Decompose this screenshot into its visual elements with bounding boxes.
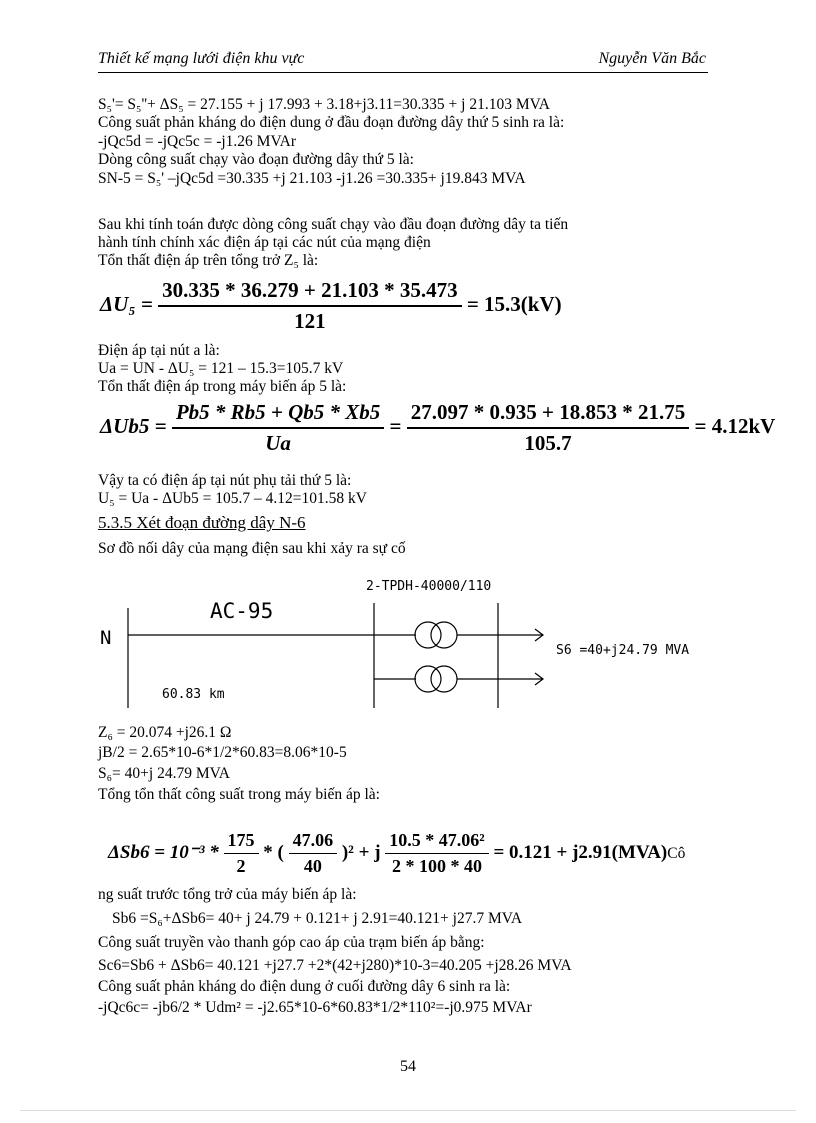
text-line: Sc6=Sb6 + ΔSb6= 40.121 +j27.7 +2*(42+j280)*10-3=40.205 +j28.26 MVA — [98, 957, 572, 974]
length-label: 60.83 km — [162, 687, 225, 702]
fraction-denominator: 40 — [303, 856, 322, 876]
header-author: Nguyễn Văn Bắc — [598, 50, 706, 67]
text-line: Sau khi tính toán được dòng công suất chạy vào đầu đoạn đường dây ta tiến — [98, 216, 569, 233]
text-line: jB/2 = 2.65*10-6*1/2*60.83=8.06*10-5 — [98, 744, 347, 761]
fraction-numerator: 27.097 * 0.935 + 18.853 * 21.75 — [407, 400, 689, 429]
text-line: Tổng tổn thất công suất trong máy biến áp là: — [98, 786, 380, 803]
fraction-numerator: 47.06 — [289, 830, 338, 854]
formula-result: = 4.12kV — [694, 413, 776, 438]
text-line: Công suất phản kháng do điện dung ở đầu đoạn đường dây thứ 5 sinh ra là: — [98, 114, 565, 131]
transformer-label: 2-TPDH-40000/110 — [366, 579, 492, 594]
fraction-denominator: Ua — [265, 431, 291, 455]
formula-fraction — [385, 830, 488, 877]
fraction-denominator: 2 — [236, 856, 246, 876]
node-label: N — [100, 627, 112, 649]
formula-fraction — [158, 278, 461, 334]
text-line: Sơ đồ nối dây của mạng điện sau khi xảy ra sự cố — [98, 540, 406, 557]
text-line: Sb6 =S₆+ΔSb6= 40+ j 24.79 + 0.121+ j 2.91=40.121+ j27.7 MVA — [112, 910, 523, 927]
formula-part: * ( — [263, 841, 284, 863]
formula-fraction — [224, 830, 259, 877]
load-label: S6 =40+j24.79 MVA — [556, 643, 690, 658]
formula-transformer-power-loss — [108, 830, 685, 877]
transformer-winding-icon — [431, 666, 457, 692]
formula-equals: = — [389, 413, 402, 438]
transformer-winding-icon — [431, 622, 457, 648]
fraction-numerator: 10.5 * 47.06² — [385, 830, 488, 854]
formula-result: = 15.3(kV) — [466, 291, 562, 316]
text-line: Ua = UN - ΔU₅ = 121 – 15.3=105.7 kV — [98, 360, 344, 377]
text-line: U₅ = Ua - ΔUb5 = 105.7 – 4.12=101.58 kV — [98, 490, 367, 507]
fraction-numerator: 175 — [224, 830, 259, 854]
text-line: ng suất trước tổng trở của máy biến áp là: — [98, 886, 357, 903]
page-header — [98, 50, 708, 73]
formula-result: = 0.121 + j2.91(MVA) — [493, 841, 668, 863]
text-line: -jQc6c= -jb6/2 * Udm² = -j2.65*10-6*60.83*1/2*110²=-j0.975 MVAr — [98, 999, 532, 1016]
formula-lhs: ΔUb5 = — [100, 413, 167, 438]
text-line: Tổn thất điện áp trong máy biến áp 5 là: — [98, 378, 347, 395]
formula-fraction — [407, 400, 689, 456]
text-line: S₆= 40+j 24.79 MVA — [98, 765, 230, 782]
text-line: Công suất truyền vào thanh góp cao áp của trạm biến áp bằng: — [98, 934, 485, 951]
page-number: 54 — [400, 1058, 416, 1075]
formula-part: )² + j — [341, 841, 381, 863]
transformer-winding-icon — [415, 622, 441, 648]
text-line: Vậy ta có điện áp tại nút phụ tải thứ 5 là: — [98, 472, 352, 489]
formula-tail-text: Cô — [667, 844, 686, 862]
formula-fraction — [289, 830, 338, 877]
footer-rule — [20, 1110, 796, 1111]
fraction-numerator: Pb5 * Rb5 + Qb5 * Xb5 — [172, 400, 384, 429]
text-line: S₅'= S₅''+ ΔS₅ = 27.155 + j 17.993 + 3.18+j3.11=30.335 + j 21.103 MVA — [98, 96, 550, 113]
fraction-denominator: 121 — [294, 309, 326, 333]
section-heading: 5.3.5 Xét đoạn đường dây N-6 — [98, 513, 306, 532]
text-line: Tổn thất điện áp trên tổng trở Z₅ là: — [98, 252, 319, 269]
text-line: SN-5 = S₅' –jQc5d =30.335 +j 21.103 -j1.26 =30.335+ j19.843 MVA — [98, 170, 526, 187]
header-title: Thiết kế mạng lưới điện khu vực — [98, 50, 305, 67]
formula-voltage-drop-transformer — [100, 400, 775, 456]
formula-lhs: ΔU₅ = — [100, 291, 153, 316]
fraction-denominator: 105.7 — [524, 431, 572, 455]
text-line: hành tính chính xác điện áp tại các nút của mạng điện — [98, 234, 431, 251]
formula-fraction — [172, 400, 384, 456]
transformer-winding-icon — [415, 666, 441, 692]
text-line: Công suất phản kháng do điện dung ở cuối đường dây 6 sinh ra là: — [98, 978, 511, 995]
fraction-denominator: 2 * 100 * 40 — [392, 856, 482, 876]
formula-voltage-drop-z5 — [100, 278, 562, 334]
line-label: AC-95 — [210, 599, 274, 623]
text-line: Z₆ = 20.074 +j26.1 Ω — [98, 724, 232, 741]
text-line: Dòng công suất chạy vào đoạn đường dây thứ 5 là: — [98, 151, 414, 168]
single-line-diagram — [98, 568, 738, 718]
text-line: -jQc5d = -jQc5c = -j1.26 MVAr — [98, 133, 296, 150]
fraction-numerator: 30.335 * 36.279 + 21.103 * 35.473 — [158, 278, 461, 307]
text-line: Điện áp tại nút a là: — [98, 342, 220, 359]
formula-lhs: ΔSb6 = 10⁻³ * — [108, 841, 219, 863]
